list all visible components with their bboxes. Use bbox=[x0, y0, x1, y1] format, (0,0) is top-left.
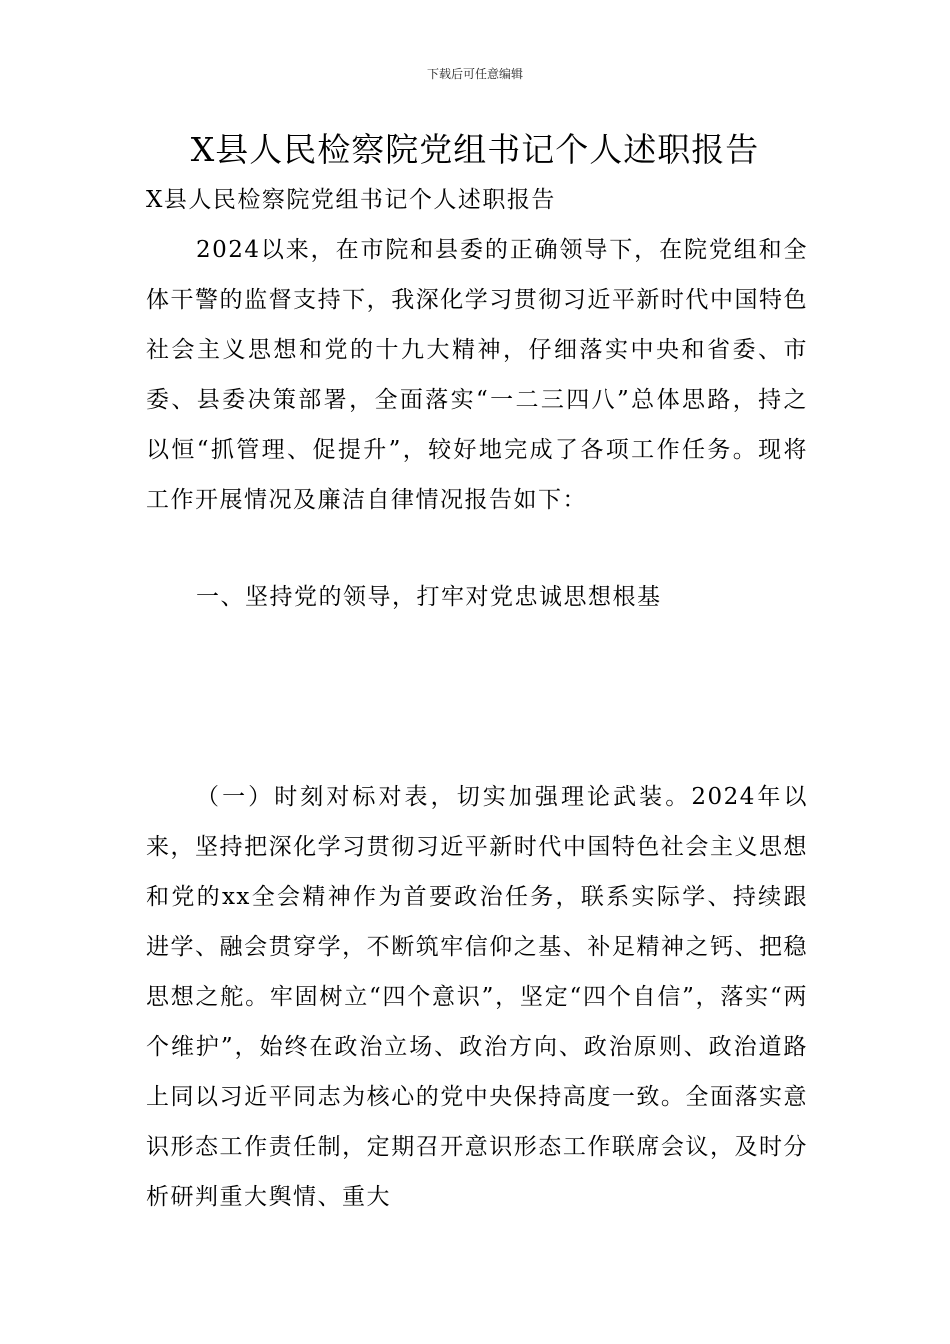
subtitle-line: X县人民检察院党组书记个人述职报告 bbox=[146, 187, 556, 213]
document-title: X县人民检察院党组书记个人述职报告 bbox=[190, 130, 760, 169]
header-note: 下载后可任意编辑 bbox=[426, 67, 523, 81]
intro-paragraph: 2024以来，在市院和县委的正确领导下，在院党组和全体干警的监督支持下，我深化学习贯彻习近平新时代中国特色社会主义思想和党的十九大精神，仔细落实中央和省委、市委、县委决策部署，全面落实“一二三四八”总体思路，持之以恒“抓管理、促提升”，较好地完成了各项工作任务。现将工作开展情况及廉洁自律情况报告如下： bbox=[146, 237, 808, 513]
section-heading: 一、坚持党的领导，打牢对党忠诚思想根基 bbox=[196, 584, 662, 610]
paragraph-one: （一）时刻对标对表，切实加强理论武装。2024年以来，坚持把深化学习贯彻习近平新时代中国特色社会主义思想和党的xx全会精神作为首要政治任务，联系实际学、持续跟进学、融会贯穿学，不断筑牢信仰之基、补足精神之钙、把稳思想之舵。牢固树立“四个意识”，坚定“四个自信”，落实“两个维护”，始终在政治立场、政治方向、政治原则、政治道路上同以习近平同志为核心的党中央保持高度一致。全面落实意识形态工作责任制，定期召开意识形态工作联席会议，及时分析研判重大舆情、重大 bbox=[146, 784, 808, 1210]
